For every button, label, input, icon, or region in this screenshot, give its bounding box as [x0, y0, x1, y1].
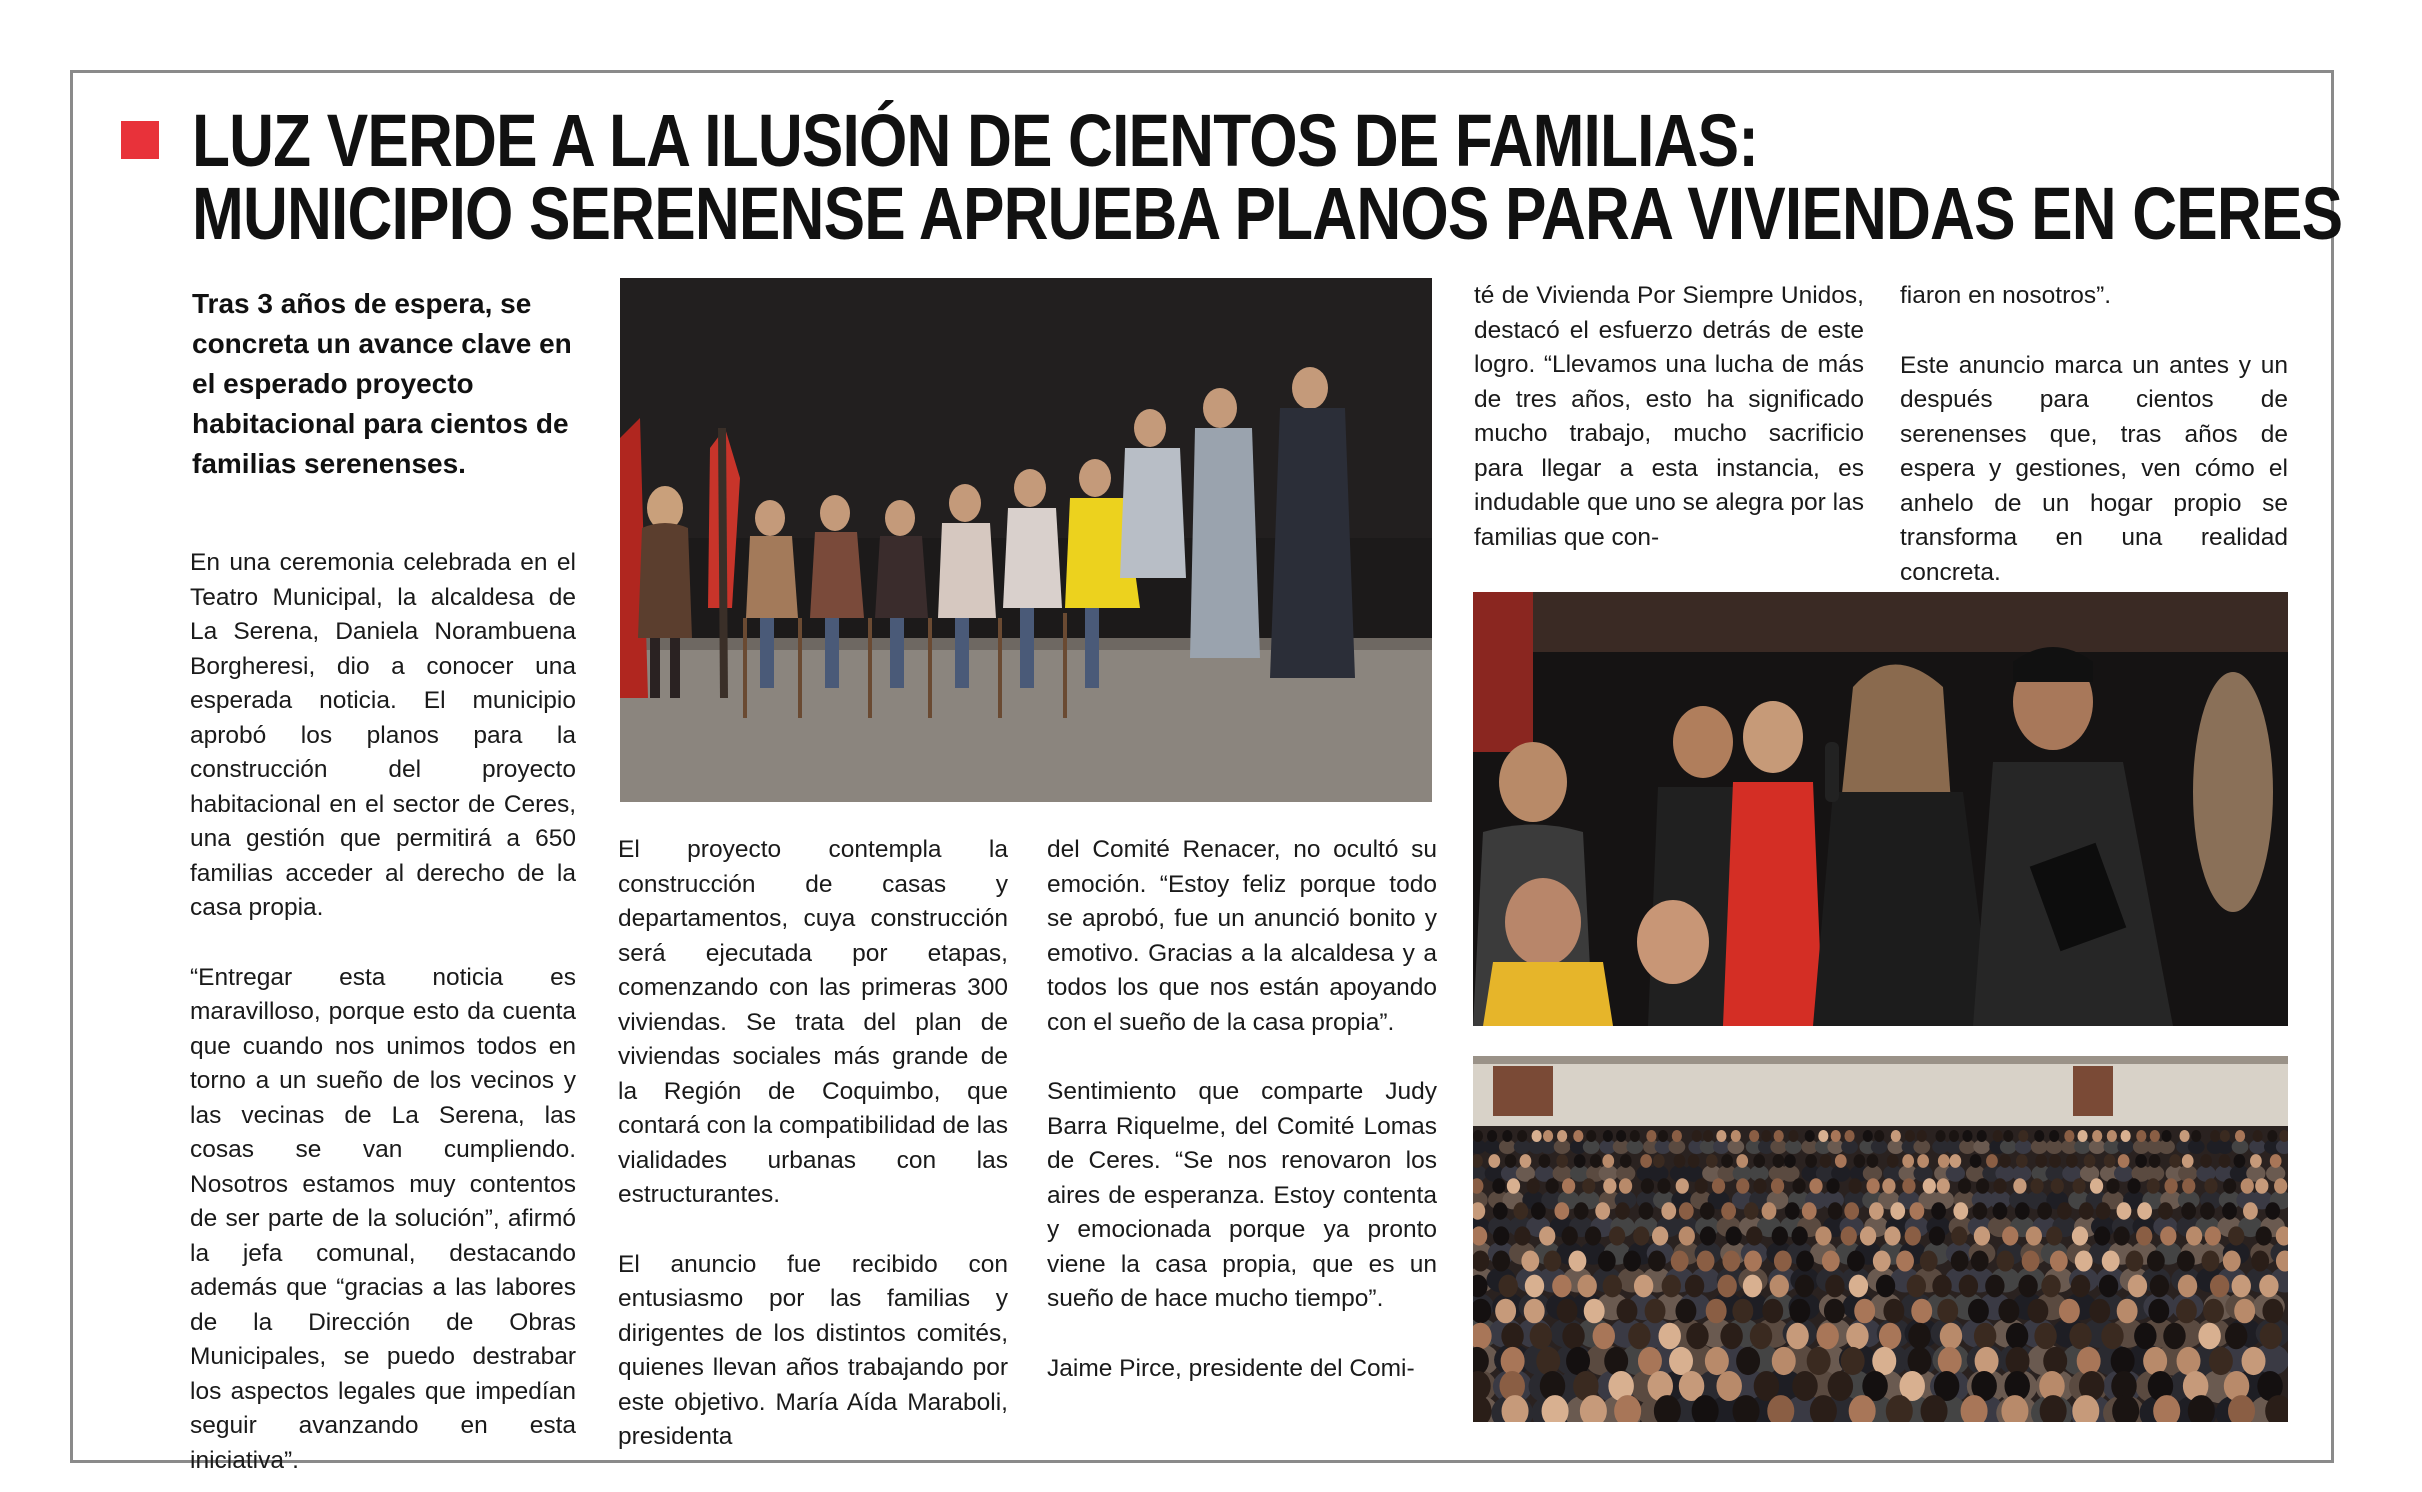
lead-paragraph: Tras 3 años de espera, se concreta un avance clave en el esperado proyecto habitacional para cientos de familias serenenses.	[192, 288, 572, 479]
column-2	[618, 833, 1008, 1455]
paragraph: té de Vivienda Por Siempre Unidos, destacó el esfuerzo detrás de este logro. “Llevamos una lucha de más de tres años, esto ha significado mucho trabajo, mucho sacrificio para llegar a esta instancia, es indudable que uno se alegra por las familias que con-	[1474, 282, 1864, 551]
speaker-microphone-photo	[1473, 592, 2288, 1026]
headline-line-1: LUZ VERDE A LA ILUSIÓN DE CIENTOS DE FAMILIAS:	[192, 99, 1759, 182]
paragraph: El anuncio fue recibido con entusiasmo por las familias y dirigentes de los distintos comités, quienes llevan años trabajando por este objetivo. María Aída Maraboli, presidenta	[618, 1250, 1008, 1450]
paragraph: Este anuncio marca un antes y un después para cientos de serenenses que, tras años de espera y gestiones, ven cómo el anhelo de un hogar propio se transforma en una realidad concreta.	[1900, 351, 2288, 586]
headline	[192, 99, 2343, 255]
section-marker	[121, 121, 159, 159]
headline-line-2: MUNICIPIO SERENENSE APRUEBA PLANOS PARA VIVIENDAS EN CERES	[192, 172, 2343, 255]
column-3	[1047, 833, 1437, 1386]
stage-ceremony-photo	[620, 278, 1432, 802]
paragraph: “Entregar esta noticia es maravilloso, porque esto da cuenta que cuando nos unimos todos en torno a un sueño de los vecinos y las vecinas de La Serena, las cosas se van cumpliendo. Nosotros estamos muy contentos de ser parte de la solución”, afirmó la jefa comunal, destacando además que “gracias a las labores de la Dirección de Obras Municipales, se puedo destrabar los aspectos legales que impedían seguir avanzando en esta iniciativa”.	[190, 963, 576, 1474]
paragraph: En una ceremonia celebrada en el Teatro Municipal, la alcaldesa de La Serena, Daniela Norambuena Borgheresi, dio a conocer una esperada noticia. El municipio aprobó los planos para la construcción del proyecto habitacional en el sector de Ceres, una gestión que permitirá a 650 familias acceder al derecho de la casa propia.	[190, 549, 576, 921]
column-1	[190, 546, 576, 1478]
column-4	[1474, 279, 1864, 555]
audience-theater-photo	[1473, 1056, 2288, 1422]
paragraph: Sentimiento que comparte Judy Barra Riquelme, del Comité Lomas de Ceres. “Se nos renovaron los aires de esperanza. Estoy contenta y emocionada porque ya pronto viene la casa propia, que es un sueño de hace mucho tiempo”.	[1047, 1078, 1437, 1312]
paragraph: Jaime Pirce, presidente del Comi-	[1047, 1354, 1415, 1382]
paragraph: del Comité Renacer, no ocultó su emoción. “Estoy feliz porque todo se aprobó, fue un anunció bonito y emotivo. Gracias a la alcaldesa y a todos los que nos están apoyando con el sueño de la casa propia”.	[1047, 836, 1437, 1036]
paragraph: fiaron en nosotros”.	[1900, 282, 2112, 309]
paragraph: El proyecto contempla la construcción de casas y departamentos, cuya construcción será ejecutada por etapas, comenzando con las primeras 300 viviendas. Se trata del plan de viviendas sociales más grande de la Región de Coquimbo, que contará con la compatibilidad de las vialidades urbanas con las estructurantes.	[618, 836, 1008, 1208]
column-5	[1900, 279, 2288, 590]
